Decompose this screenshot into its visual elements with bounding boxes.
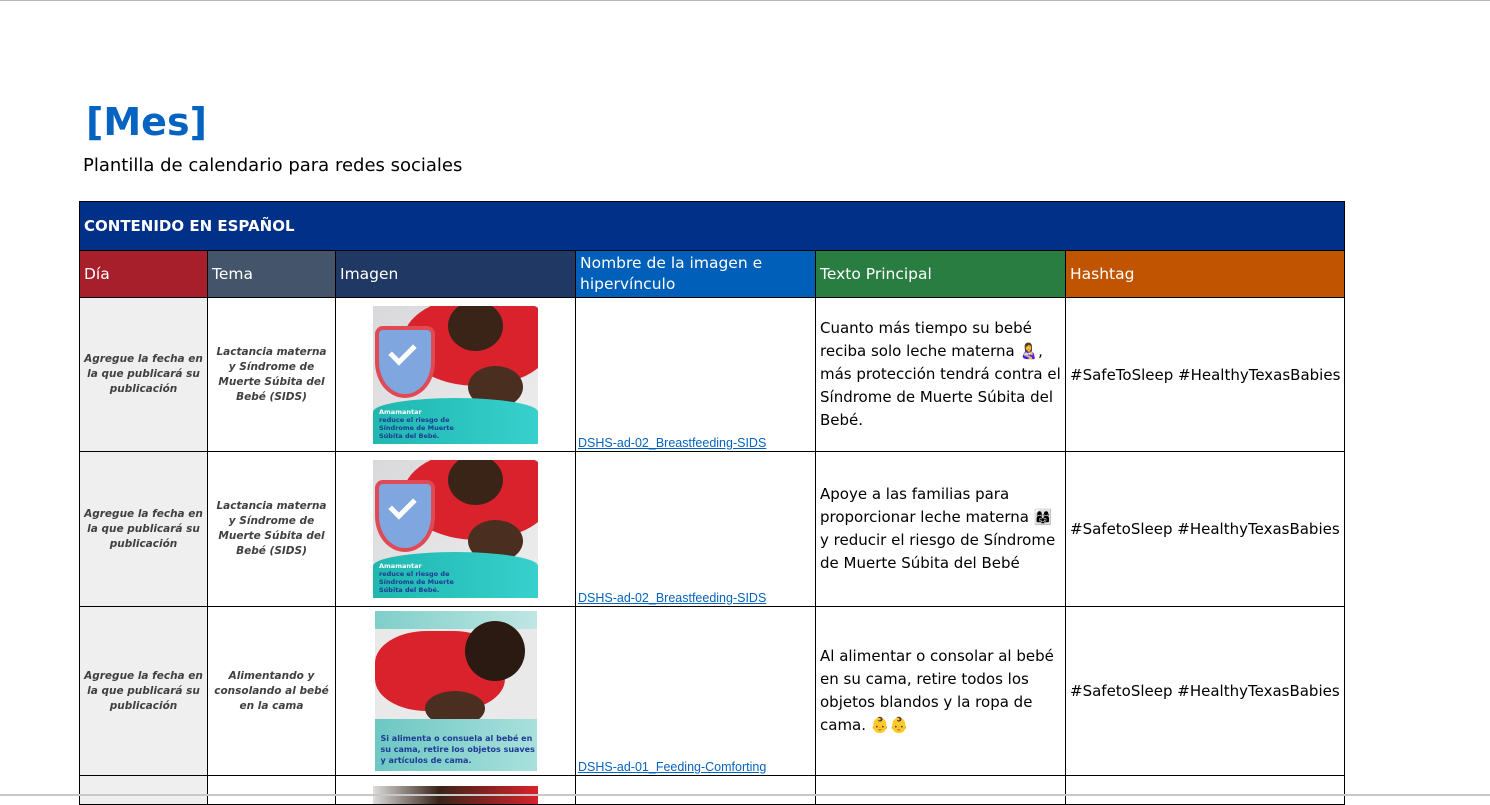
image-cell[interactable]: [336, 607, 576, 776]
topic-cell[interactable]: [208, 776, 336, 805]
column-header-texto[interactable]: Texto Principal: [816, 251, 1066, 298]
image-cell[interactable]: [336, 452, 576, 607]
image-cell[interactable]: [336, 298, 576, 452]
image-caption: reduce el riesgo de Síndrome de Muerte Súbita del Bebé.: [379, 415, 454, 440]
topic-cell[interactable]: Alimentando y consolando al bebé en la cama: [208, 607, 336, 776]
date-cell[interactable]: [80, 776, 208, 805]
main-text-cell[interactable]: [816, 776, 1066, 805]
link-cell[interactable]: [576, 776, 816, 805]
column-header-dia[interactable]: Día: [80, 251, 208, 298]
table-row-partial: [80, 776, 1345, 805]
section-header[interactable]: CONTENIDO EN ESPAÑOL: [80, 202, 1345, 251]
image-caption-title: Amamantar: [379, 407, 422, 416]
topic-cell[interactable]: Lactancia materna y Síndrome de Muerte Súbita del Bebé (SIDS): [208, 298, 336, 452]
image-cell[interactable]: [336, 776, 576, 805]
table-row: [80, 607, 1345, 776]
date-cell[interactable]: Agregue la fecha en la que publicará su publicación: [80, 607, 208, 776]
main-text-cell[interactable]: Apoye a las familias para proporcionar leche materna 👩‍👩‍👧 y reducir el riesgo de Síndrome de Muerte Súbita del Bebé: [816, 452, 1066, 607]
link-cell: [576, 452, 816, 607]
image-hyperlink[interactable]: DSHS-ad-02_Breastfeeding-SIDS: [578, 591, 767, 605]
table-row: [80, 298, 1345, 452]
column-header-nombre[interactable]: Nombre de la imagen e hipervínculo: [576, 251, 816, 298]
breastfeeding-sids-image[interactable]: [373, 460, 538, 598]
date-cell[interactable]: Agregue la fecha en la que publicará su publicación: [80, 298, 208, 452]
page-subtitle: Plantilla de calendario para redes sociales: [83, 155, 463, 176]
hashtag-cell[interactable]: #SafeToSleep #HealthyTexasBabies: [1066, 298, 1345, 452]
column-header-row: [80, 251, 1345, 298]
main-text-cell[interactable]: Al alimentar o consolar al bebé en su cama, retire todos los objetos blandos y la ropa de cama. 👶👶: [816, 607, 1066, 776]
main-text-cell[interactable]: Cuanto más tiempo su bebé reciba solo leche materna 👩‍🍼, más protección tendrá contra el Síndrome de Muerte Súbita del Bebé.: [816, 298, 1066, 452]
hashtag-cell[interactable]: #SafetoSleep #HealthyTexasBabies: [1066, 452, 1345, 607]
page-title: [Mes]: [86, 100, 207, 144]
column-header-tema[interactable]: Tema: [208, 251, 336, 298]
window-top-border: [0, 0, 1490, 1]
feeding-comforting-image[interactable]: [375, 611, 537, 771]
topic-cell[interactable]: Lactancia materna y Síndrome de Muerte Súbita del Bebé (SIDS): [208, 452, 336, 607]
date-cell[interactable]: Agregue la fecha en la que publicará su publicación: [80, 452, 208, 607]
section-header-row: [80, 202, 1345, 251]
link-cell: [576, 607, 816, 776]
column-header-imagen[interactable]: Imagen: [336, 251, 576, 298]
hashtag-cell[interactable]: #SafetoSleep #HealthyTexasBabies: [1066, 607, 1345, 776]
image-caption-title: Amamantar: [379, 562, 422, 570]
breastfeeding-sids-image[interactable]: [373, 306, 538, 444]
image-hyperlink[interactable]: DSHS-ad-01_Feeding-Comforting: [578, 760, 767, 774]
table-row: [80, 452, 1345, 607]
image-caption: reduce el riesgo de Síndrome de Muerte Súbita del Bebé.: [379, 570, 454, 594]
calendar-table: [79, 201, 1345, 805]
column-header-hashtag[interactable]: Hashtag: [1066, 251, 1345, 298]
image-caption: Si alimenta o consuela al bebé en su cama, retire los objetos suaves y artículos de cama.: [380, 734, 535, 765]
image-hyperlink[interactable]: DSHS-ad-02_Breastfeeding-SIDS: [578, 436, 767, 450]
hashtag-cell[interactable]: [1066, 776, 1345, 805]
shield-check-icon: [375, 326, 435, 398]
link-cell: [576, 298, 816, 452]
